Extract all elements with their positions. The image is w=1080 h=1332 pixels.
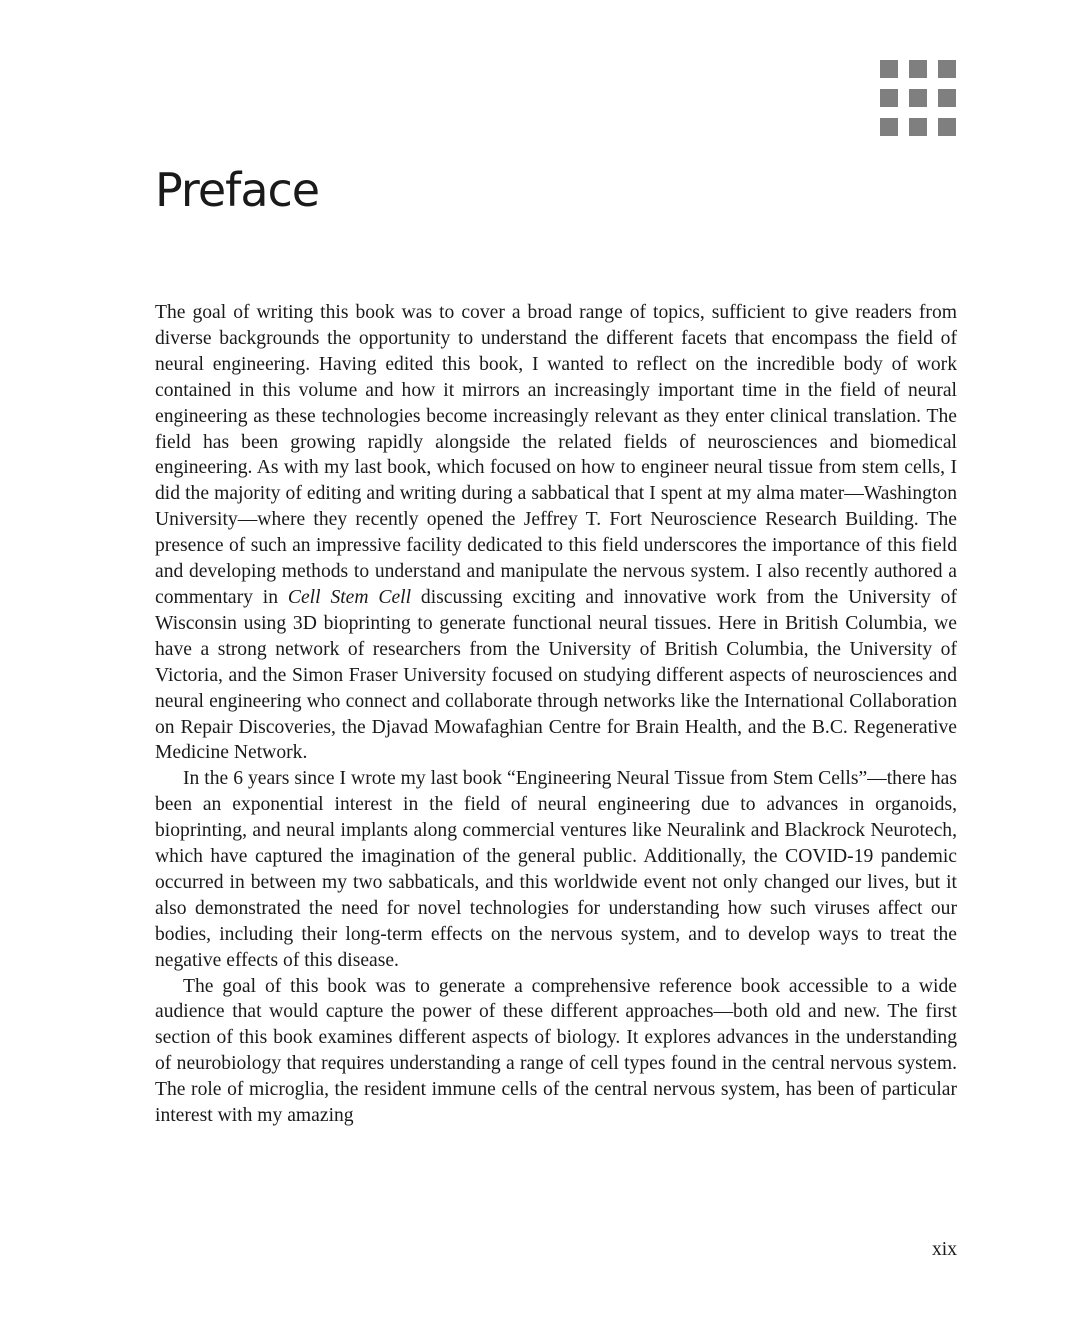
grid-square <box>938 89 956 107</box>
grid-square <box>909 60 927 78</box>
grid-square <box>938 118 956 136</box>
grid-square <box>880 60 898 78</box>
grid-icon <box>880 60 958 136</box>
paragraph-1-text: The goal of writing this book was to cover a broad range of topics, sufficient to give readers from diverse backgrounds the opportunity to understand the different facets that encompass the field of neural engineering. Having edited this book, I wanted to reflect on the incredible body of work contained in this volume and how it mirrors an increasingly important time in the field of neural engineering as these technologies become increasingly relevant as they enter clinical translation. The field has been growing rapidly alongside the related fields of neurosciences and biomedical engineering. As with my last book, which focused on how to engineer neural tissue from stem cells, I did the majority of editing and writing during a sabbatical that I spent at my alma mater—Washington University—where they recently opened the Jeffrey T. Fort Neuroscience Research Building. The presence of such an impressive facility dedicated to this field underscores the importance of this field and developing methods to understand and manipulate the nervous system. I also recently authored a commentary in <box>155 302 957 608</box>
journal-title: Cell Stem Cell <box>287 586 412 608</box>
paragraph-1 <box>155 300 957 766</box>
chapter-title: Preface <box>155 163 320 217</box>
paragraph-3: The goal of this book was to generate a comprehensive reference book accessible to a wide audience that would capture the power of these different approaches—both old and new. The first section of this book examines different aspects of biology. It explores advances in the understanding of neurobiology that requires understanding a range of cell types found in the central nervous system. The role of microglia, the resident immune cells of the central nervous system, has been of particular interest with my amazing <box>155 975 957 1127</box>
paragraph-1-text-cont: discussing exciting and innovative work from the University of Wisconsin using 3D bioprinting to generate functional neural tissues. Here in British Columbia, we have a strong network of researchers from the University of British Columbia, the University of Victoria, and the Simon Fraser University focused on studying different aspects of neurosciences and neural engineering who connect and collaborate through networks like the International Collaboration on Repair Discoveries, the Djavad Mowafaghian Centre for Brain Health, and the B.C. Regenerative Medicine Network. <box>155 586 957 764</box>
grid-square <box>880 89 898 107</box>
grid-square <box>938 60 956 78</box>
body-text <box>155 300 957 1129</box>
paragraph-2: In the 6 years since I wrote my last book “Engineering Neural Tissue from Stem Cells”—there has been an exponential interest in the field of neural engineering due to advances in organoids, bioprinting, and neural implants along commercial ventures like Neuralink and Blackrock Neurotech, which have captured the imagination of the general public. Additionally, the COVID-19 pandemic occurred in between my two sabbaticals, and this worldwide event not only changed our lives, but it also demonstrated the need for novel technologies for understanding how such viruses affect our bodies, including their long-term effects on the nervous system, and to develop ways to treat the negative effects of this disease. <box>155 768 957 971</box>
grid-square <box>909 118 927 136</box>
grid-square <box>880 118 898 136</box>
grid-square <box>909 89 927 107</box>
page-number: xix <box>931 1239 957 1260</box>
